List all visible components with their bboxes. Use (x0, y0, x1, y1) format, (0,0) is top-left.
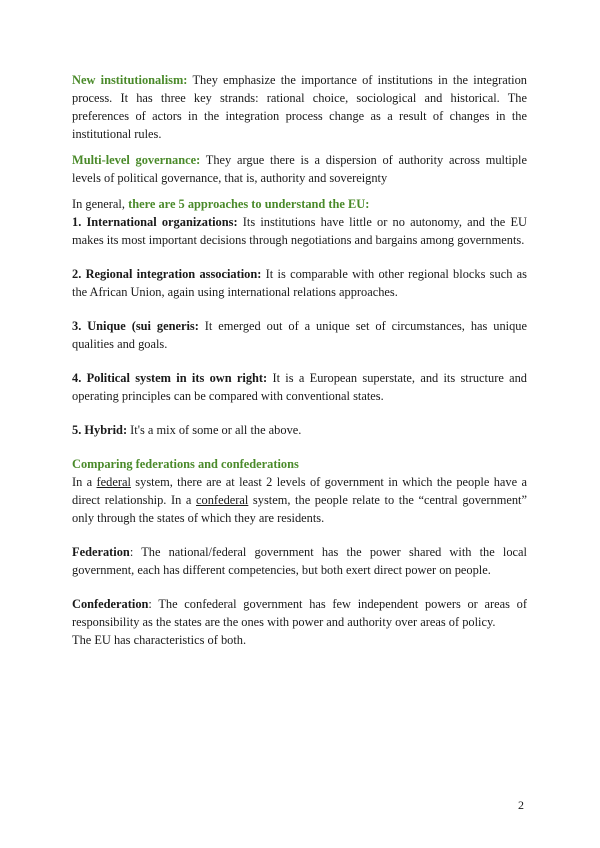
p1-text-b: system, there are at least 2 levels of government in which the people have a direct relationship. In a (72, 475, 527, 507)
multilevel-governance-label: Multi-level governance: (72, 153, 201, 167)
multilevel-governance-paragraph (72, 151, 527, 187)
new-institutionalism-label: New institutionalism: (72, 73, 188, 87)
approach-text: It emerged out of a unique set of circumstances, has unique qualities and goals. (72, 319, 527, 351)
new-institutionalism-paragraph (72, 71, 527, 143)
approach-item (72, 213, 527, 249)
confederal-term: confederal (196, 493, 249, 507)
document-body (72, 71, 527, 649)
approach-label: 1. International organizations: (72, 215, 238, 229)
approach-label: 5. Hybrid: (72, 423, 128, 437)
confederation-text: : The confederal government has few independent powers or areas of responsibility as the states are the ones with power and authority over areas of policy. (72, 597, 527, 629)
new-institutionalism-text: They emphasize the importance of institutions in the integration process. It has three key strands: rational choice, sociological and historical. The preferences of actors in the integration process change as a result of changes in the institutional rules. (72, 73, 527, 141)
federation-paragraph (72, 543, 527, 579)
page-number: 2 (518, 798, 524, 812)
comparing-heading-text: Comparing federations and confederations (72, 457, 299, 471)
approach-label: 2. Regional integration association: (72, 267, 262, 281)
approach-item (72, 317, 527, 353)
multilevel-governance-text: They argue there is a dispersion of authority across multiple levels of political governance, that is, authority and sovereignty (72, 153, 527, 185)
federal-confederal-paragraph (72, 473, 527, 527)
approach-item (72, 265, 527, 301)
confederation-label: Confederation (72, 597, 149, 611)
approach-item (72, 421, 527, 439)
approaches-highlight: there are 5 approaches to understand the EU: (128, 197, 370, 211)
approach-text: Its institutions have little or no autonomy, and the EU makes its most important decisions through negotiations and bargains among governments. (72, 215, 527, 247)
p1-text-a: In a (72, 475, 97, 489)
approach-label: 4. Political system in its own right: (72, 371, 268, 385)
federal-term: federal (96, 475, 131, 489)
approach-text: It is a European superstate, and its structure and operating principles can be compared with conventional states. (72, 371, 527, 403)
federation-text: : The national/federal government has the power shared with the local government, each has different competencies, but both exert direct power on people. (72, 545, 527, 577)
approach-item (72, 369, 527, 405)
federation-label: Federation (72, 545, 130, 559)
p1-text-c: system, the people relate to the “central government” only through the states of which they are residents. (72, 493, 528, 525)
comparing-heading (72, 455, 527, 473)
confederation-paragraph (72, 595, 527, 631)
conclusion-line: The EU has characteristics of both. (72, 633, 247, 647)
approach-label: 3. Unique (sui generis: (72, 319, 199, 333)
approach-text: It is comparable with other regional blocks such as the African Union, again using international relations approaches. (72, 267, 527, 299)
approaches-intro (72, 195, 527, 213)
approach-text: It's a mix of some or all the above. (127, 423, 302, 437)
approaches-intro-text: In general, (72, 197, 129, 211)
